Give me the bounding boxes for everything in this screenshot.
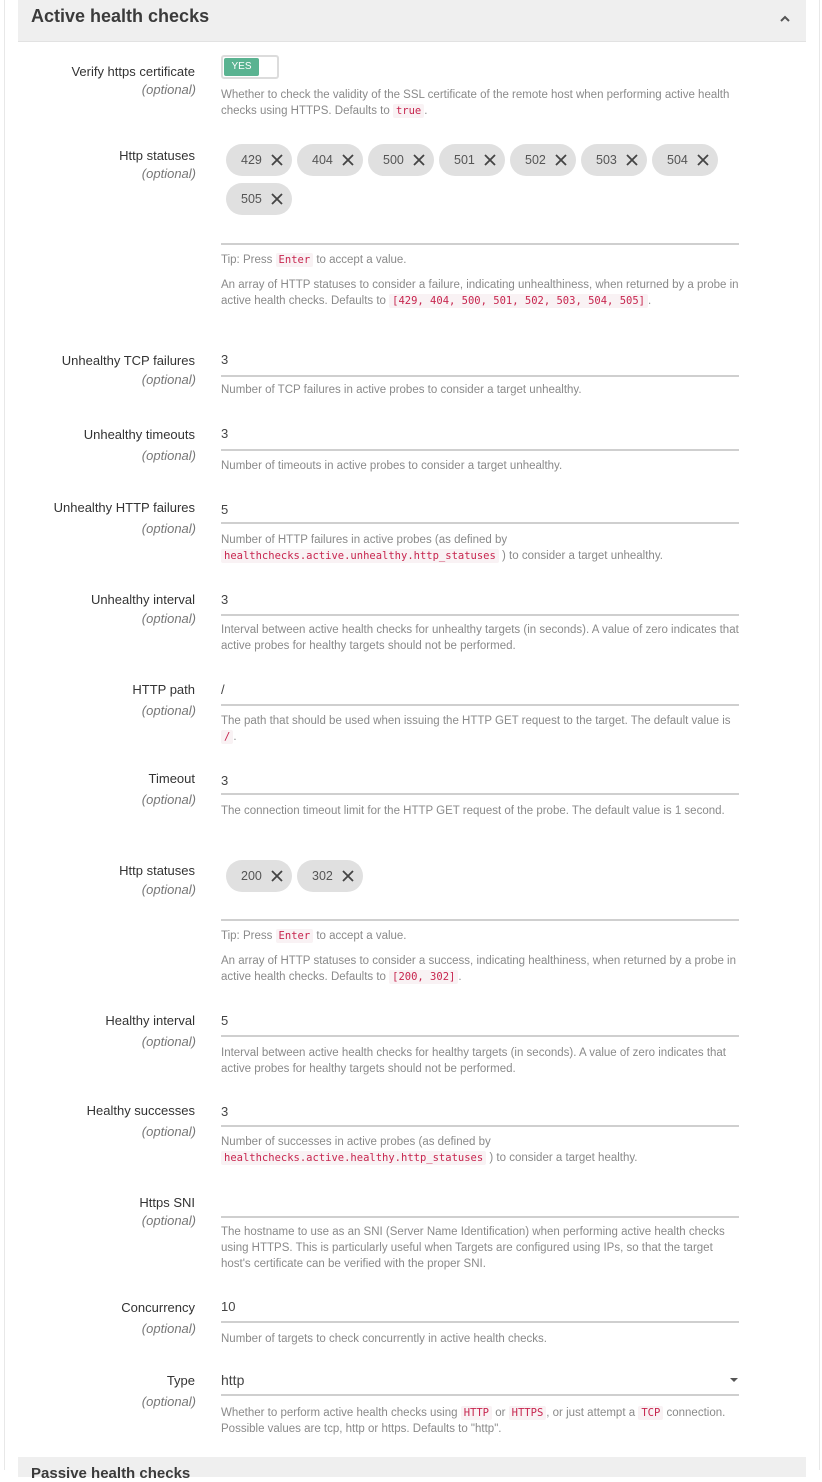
field-label: Unhealthy interval [90,592,195,607]
field-help: Interval between active health checks for unhealthy targets (in seconds). A value of zero indicates that active probes for healthy targets should not be performed. [221,624,739,652]
field-help: Interval between active health checks for healthy targets (in seconds). A value of zero indicates that active probes for healthy targets should not be performed. [221,1047,727,1075]
input-underline [221,449,739,451]
section-title: Active health checks [31,6,210,26]
optional-hint: (optional) [141,703,196,718]
optional-hint: (optional) [141,882,196,897]
field-tip: Tip: Press Enter to accept a value. [221,254,407,266]
section-title: Passive health checks [31,1465,191,1482]
chip-input-underline [221,243,739,245]
chip-label: 302 [312,869,333,883]
input-underline [221,1035,739,1037]
unhealthy-interval-input[interactable]: 3 [221,592,229,607]
chip-label: 504 [667,153,688,167]
field-label: Unhealthy timeouts [83,427,195,442]
chip-label: 503 [596,153,617,167]
section-header-passive-health-checks[interactable] [18,1457,806,1482]
optional-hint: (optional) [141,611,196,626]
input-underline [221,1125,739,1127]
type-select[interactable]: http [221,1372,245,1388]
field-help: Number of successes in active probes (as defined by healthchecks.active.healthy.http_statuses ) to consider a target healthy. [221,1136,638,1164]
status-chip [510,144,576,176]
input-underline [221,375,739,377]
dropdown-caret-icon[interactable] [730,1378,738,1382]
status-chip [226,860,292,892]
field-label: HTTP path [132,682,195,697]
unhealthy-timeouts-input[interactable]: 3 [221,426,229,441]
field-label: Concurrency [121,1300,195,1315]
healthy-successes-input[interactable]: 3 [221,1104,229,1119]
optional-hint: (optional) [141,521,196,536]
toggle-label: YES [224,58,259,76]
field-label: Http statuses [119,148,195,163]
optional-hint: (optional) [141,792,196,807]
field-label: Healthy successes [86,1103,195,1118]
status-chip [226,144,292,176]
chip-label: 404 [312,153,333,167]
field-label: Unhealthy HTTP failures [53,500,195,515]
timeout-input[interactable]: 3 [221,773,229,788]
field-label: Http statuses [119,863,195,878]
field-help: Whether to check the validity of the SSL certificate of the remote host when performing active health checks using HTTPS. Defaults to true . [221,89,730,117]
field-help: The path that should be used when issuing the HTTP GET request to the target. The default value is / . [221,715,731,743]
status-chip [581,144,647,176]
field-tip: Tip: Press Enter to accept a value. [221,930,407,942]
field-label: Verify https certificate [71,64,195,79]
remove-chip-icon[interactable] [554,153,568,167]
remove-chip-icon[interactable] [341,153,355,167]
remove-chip-icon[interactable] [341,869,355,883]
optional-hint: (optional) [141,448,196,463]
input-underline [221,793,739,795]
optional-hint: (optional) [141,166,196,181]
healthy-interval-input[interactable]: 5 [221,1013,229,1028]
input-underline [221,704,739,706]
field-help: Number of targets to check concurrently in active health checks. [221,1333,547,1345]
field-help: Number of HTTP failures in active probes (as defined by healthchecks.active.unhealthy.http_statuses ) to consider a target unhealthy. [221,534,663,562]
status-chip [652,144,718,176]
remove-chip-icon[interactable] [270,869,284,883]
field-label: Healthy interval [105,1013,195,1028]
section-header-active-health-checks[interactable] [18,0,806,42]
verify-https-toggle[interactable] [221,55,279,79]
chip-label: 200 [241,869,262,883]
status-chip [439,144,505,176]
concurrency-input[interactable]: 10 [221,1299,236,1314]
input-underline [221,1216,739,1218]
input-underline [221,1394,739,1396]
remove-chip-icon[interactable] [483,153,497,167]
optional-hint: (optional) [141,1213,196,1228]
unhealthy-tcp-failures-input[interactable]: 3 [221,352,229,367]
unhealthy-http-failures-input[interactable]: 5 [221,502,229,517]
chevron-up-icon[interactable] [778,12,792,26]
input-underline [221,522,739,524]
input-underline [221,1321,739,1323]
chip-label: 501 [454,153,475,167]
field-help: Number of timeouts in active probes to consider a target unhealthy. [221,460,563,472]
optional-hint: (optional) [141,1321,196,1336]
remove-chip-icon[interactable] [270,153,284,167]
http-path-input[interactable]: / [221,682,225,697]
optional-hint: (optional) [141,1124,196,1139]
status-chip [297,860,363,892]
optional-hint: (optional) [141,1034,196,1049]
field-help: An array of HTTP statuses to consider a success, indicating healthiness, when returned by a probe in active health checks. Defaults to [200, 302] . [221,955,737,983]
remove-chip-icon[interactable] [270,192,284,206]
field-help: Whether to perform active health checks using HTTP or HTTPS , or just attempt a TCP connection. Possible values are tcp, http or https. Defaults to "http". [221,1407,726,1435]
remove-chip-icon[interactable] [696,153,710,167]
field-label: Type [166,1373,195,1388]
status-chip [226,183,292,215]
status-chip [368,144,434,176]
chip-label: 505 [241,192,262,206]
input-underline [221,614,739,616]
optional-hint: (optional) [141,82,196,97]
field-help: The connection timeout limit for the HTTP GET request of the probe. The default value is 1 second. [221,805,725,817]
field-label: Unhealthy TCP failures [61,353,195,368]
chip-label: 500 [383,153,404,167]
remove-chip-icon[interactable] [625,153,639,167]
field-label: Timeout [148,771,195,786]
optional-hint: (optional) [141,372,196,387]
optional-hint: (optional) [141,1394,196,1409]
chip-input-underline [221,919,739,921]
chip-label: 429 [241,153,262,167]
remove-chip-icon[interactable] [412,153,426,167]
field-help: An array of HTTP statuses to consider a failure, indicating unhealthiness, when returned by a probe in active health checks. Defaults to [429, 404, 500, 501, 502, 503, 504, 505] . [221,279,739,307]
field-help: The hostname to use as an SNI (Server Name Identification) when performing active health checks using HTTPS. This is particularly useful when Targets are configured using IPs, so that the target host's certificate can be verified with the proper SNI. [221,1226,725,1270]
field-help: Number of TCP failures in active probes to consider a target unhealthy. [221,384,582,396]
chip-label: 502 [525,153,546,167]
field-label: Https SNI [139,1195,195,1210]
status-chip [297,144,363,176]
